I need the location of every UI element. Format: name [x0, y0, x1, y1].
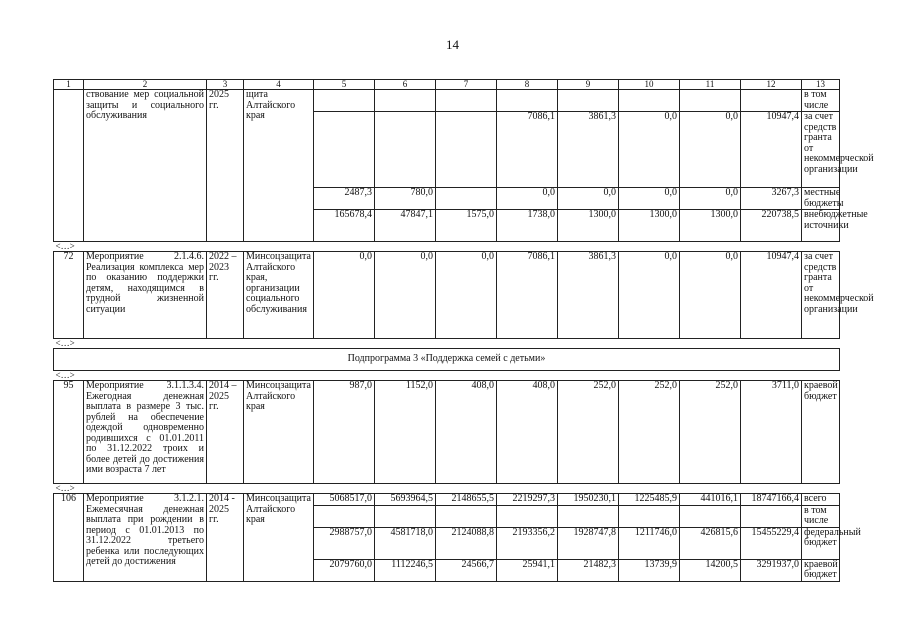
measure-period: 2025 гг. [207, 90, 244, 242]
table-row [54, 381, 840, 484]
value-cell: 1300,0 [558, 210, 619, 242]
funding-source: в том числе [802, 90, 840, 112]
value-cell: 0,0 [619, 188, 680, 210]
value-cell: 10947,4 [741, 252, 802, 339]
value-cell: 2079760,0 [314, 559, 375, 581]
funding-source: за счет средств гранта от некоммерческой организации [802, 252, 840, 339]
value-cell: 25941,1 [497, 559, 558, 581]
value-cell: 1211746,0 [619, 527, 680, 559]
value-cell: 0,0 [680, 252, 741, 339]
funding-source: краевой бюджет [802, 381, 840, 484]
omission-marker: <…> [54, 371, 840, 381]
value-cell: 14200,5 [680, 559, 741, 581]
value-cell: 2193356,2 [497, 527, 558, 559]
value-cell: 3861,3 [558, 252, 619, 339]
value-cell: 0,0 [497, 188, 558, 210]
funding-source: внебюджетные источники [802, 210, 840, 242]
col-header: 12 [741, 80, 802, 90]
col-header: 4 [244, 80, 314, 90]
value-cell: 165678,4 [314, 210, 375, 242]
value-cell: 1152,0 [375, 381, 436, 484]
table-row [54, 90, 840, 112]
measure-period: 2014 - 2025 гг. [207, 494, 244, 582]
col-header: 9 [558, 80, 619, 90]
separator-row [54, 484, 840, 494]
value-cell: 13739,9 [619, 559, 680, 581]
value-cell [314, 112, 375, 188]
row-number: 106 [54, 494, 84, 582]
funding-source: всего [802, 494, 840, 506]
col-header: 13 [802, 80, 840, 90]
col-header: 11 [680, 80, 741, 90]
value-cell: 3267,3 [741, 188, 802, 210]
value-cell: 21482,3 [558, 559, 619, 581]
value-cell: 408,0 [436, 381, 497, 484]
value-cell: 3861,3 [558, 112, 619, 188]
col-header: 3 [207, 80, 244, 90]
value-cell: 1112246,5 [375, 559, 436, 581]
value-cell: 3711,0 [741, 381, 802, 484]
separator-row [54, 371, 840, 381]
value-cell: 5693964,5 [375, 494, 436, 506]
value-cell: 252,0 [558, 381, 619, 484]
measure-executor: щита Алтайского края [244, 90, 314, 242]
value-cell: 3291937,0 [741, 559, 802, 581]
value-cell: 1575,0 [436, 210, 497, 242]
budget-table [53, 79, 874, 582]
value-cell: 0,0 [436, 252, 497, 339]
value-cell: 1300,0 [680, 210, 741, 242]
measure-period: 2014 – 2025 гг. [207, 381, 244, 484]
value-cell: 18747166,4 [741, 494, 802, 506]
value-cell: 10947,4 [741, 112, 802, 188]
measure-name: Мероприятие 3.1.1.3.4. Ежегодная денежная выплата в размере 3 тыс. рублей на обеспечение одеждой одновременно родившихся с 01.01.2011 по 31.12.2022 троих и более детей до достижения ими возраста 7 лет [84, 381, 207, 484]
measure-period: 2022 – 2023 гг. [207, 252, 244, 339]
separator-row [54, 339, 840, 349]
measure-executor: Минсоцзащита Алтайского края [244, 381, 314, 484]
value-cell: 0,0 [680, 112, 741, 188]
col-header: 7 [436, 80, 497, 90]
value-cell [375, 112, 436, 188]
value-cell: 252,0 [680, 381, 741, 484]
value-cell: 987,0 [314, 381, 375, 484]
funding-source: в том числе [802, 505, 840, 527]
row-number [54, 90, 84, 242]
value-cell: 1950230,1 [558, 494, 619, 506]
col-header: 1 [54, 80, 84, 90]
value-cell: 24566,7 [436, 559, 497, 581]
column-header-row [54, 80, 840, 90]
row-number: 95 [54, 381, 84, 484]
value-cell: 441016,1 [680, 494, 741, 506]
value-cell: 1928747,8 [558, 527, 619, 559]
value-cell: 1738,0 [497, 210, 558, 242]
value-cell: 2988757,0 [314, 527, 375, 559]
funding-source: федеральный бюджет [802, 527, 840, 559]
table-row [54, 252, 840, 339]
value-cell: 2148655,5 [436, 494, 497, 506]
col-header: 10 [619, 80, 680, 90]
col-header: 2 [84, 80, 207, 90]
value-cell: 47847,1 [375, 210, 436, 242]
value-cell: 2487,3 [314, 188, 375, 210]
value-cell: 2124088,8 [436, 527, 497, 559]
value-cell [436, 112, 497, 188]
measure-name: ствование мер социальной защиты и социального обслуживания [84, 90, 207, 242]
value-cell: 0,0 [619, 252, 680, 339]
value-cell: 4581718,0 [375, 527, 436, 559]
value-cell [436, 188, 497, 210]
value-cell: 7086,1 [497, 112, 558, 188]
measure-executor: Минсоцзащита Алтайского края, организации социального обслуживания [244, 252, 314, 339]
subprogram-row [54, 349, 840, 371]
row-number: 72 [54, 252, 84, 339]
separator-row [54, 242, 840, 252]
value-cell: 252,0 [619, 381, 680, 484]
col-header: 6 [375, 80, 436, 90]
omission-marker: <…> [54, 242, 840, 252]
value-cell: 0,0 [375, 252, 436, 339]
col-header: 8 [497, 80, 558, 90]
col-header: 5 [314, 80, 375, 90]
value-cell: 5068517,0 [314, 494, 375, 506]
value-cell: 408,0 [497, 381, 558, 484]
value-cell: 780,0 [375, 188, 436, 210]
measure-executor: Минсоцзащита Алтайского края [244, 494, 314, 582]
measure-name: Мероприятие 3.1.2.1. Ежемесячная денежная выплата при рождении в период с 01.01.2013 по 31.12.2022 третьего ребенка или последующих детей до достижения [84, 494, 207, 582]
funding-source: за счет средств гранта от некоммерческой организации [802, 112, 840, 188]
funding-source: местные бюджеты [802, 188, 840, 210]
page-number: 14 [446, 37, 459, 52]
measure-name: Мероприятие 2.1.4.6. Реализация комплекса мер по оказанию поддержки детям, находящимся в трудной жизненной ситуации [84, 252, 207, 339]
value-cell: 1225485,9 [619, 494, 680, 506]
value-cell: 7086,1 [497, 252, 558, 339]
value-cell: 15455229,4 [741, 527, 802, 559]
subprogram-title: Подпрограмма 3 «Поддержка семей с детьми» [54, 349, 840, 371]
value-cell: 220738,5 [741, 210, 802, 242]
funding-source: краевой бюджет [802, 559, 840, 581]
value-cell: 2219297,3 [497, 494, 558, 506]
omission-marker: <…> [54, 484, 840, 494]
value-cell: 0,0 [314, 252, 375, 339]
value-cell: 0,0 [680, 188, 741, 210]
value-cell: 1300,0 [619, 210, 680, 242]
table-row [54, 494, 840, 506]
omission-marker: <…> [54, 339, 840, 349]
value-cell: 0,0 [619, 112, 680, 188]
value-cell: 426815,6 [680, 527, 741, 559]
value-cell: 0,0 [558, 188, 619, 210]
